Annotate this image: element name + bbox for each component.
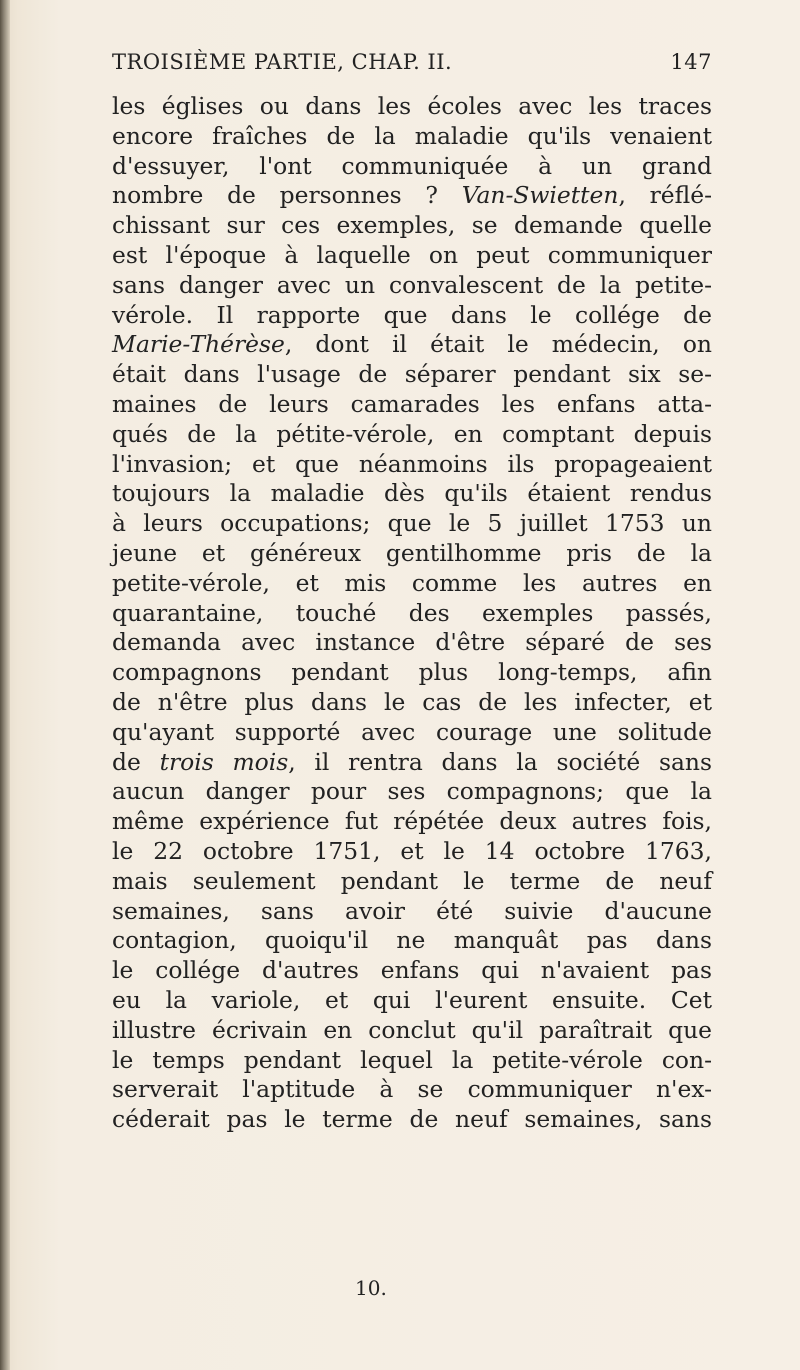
text-line: sans danger avec un convalescent de la petite- xyxy=(112,270,712,299)
text-line xyxy=(112,748,712,778)
text-line: contagion, quoiqu'il ne manquât pas dans xyxy=(112,926,712,955)
italic-name: Van-Swietten xyxy=(461,181,619,210)
text-segment: , dont il était le médecin, on xyxy=(284,330,712,359)
page-number: 147 xyxy=(670,50,712,74)
text-line: d'essuyer, l'ont communiquée à un grand xyxy=(112,151,712,180)
text-segment: , il rentra dans la société sans xyxy=(288,747,712,776)
text-line: mais seulement pendant le terme de neuf xyxy=(112,866,712,895)
text-segment: de xyxy=(112,747,160,776)
text-line: aucun danger pour ses compagnons; que la xyxy=(112,777,712,806)
text-line xyxy=(112,181,712,211)
text-line: céderait pas le terme de neuf semaines, sans xyxy=(112,1105,712,1134)
text-line: les églises ou dans les écoles avec les traces xyxy=(112,92,712,120)
text-line: demanda avec instance d'être séparé de ses xyxy=(112,628,712,657)
running-header xyxy=(112,50,712,84)
text-line: eu la variole, et qui l'eurent ensuite. Cet xyxy=(112,985,712,1014)
italic-name: Marie-Thérèse xyxy=(112,330,285,359)
text-line: petite-vérole, et mis comme les autres en xyxy=(112,568,712,597)
text-line: est l'époque à laquelle on peut communiquer xyxy=(112,240,712,269)
text-line: semaines, sans avoir été suivie d'aucune xyxy=(112,896,712,925)
text-line: qués de la pétite-vérole, en comptant depuis xyxy=(112,419,712,448)
text-line: illustre écrivain en conclut qu'il paraîtrait que xyxy=(112,1015,712,1044)
text-line: vérole. Il rapporte que dans le collége de xyxy=(112,300,712,329)
text-line: était dans l'usage de séparer pendant six se- xyxy=(112,360,712,389)
italic-name: trois mois xyxy=(159,747,289,776)
text-line: le collége d'autres enfans qui n'avaient pas xyxy=(112,956,712,985)
text-line: serverait l'aptitude à se communiquer n'ex- xyxy=(112,1075,712,1104)
text-line: l'invasion; et que néanmoins ils propageaient xyxy=(112,449,712,478)
text-line: chissant sur ces exemples, se demande quelle xyxy=(112,211,712,240)
text-line: à leurs occupations; que le 5 juillet 1753 un xyxy=(112,509,712,538)
text-line: même expérience fut répétée deux autres fois, xyxy=(112,807,712,836)
text-line: quarantaine, touché des exemples passés, xyxy=(112,598,712,627)
text-line: qu'ayant supporté avec courage une solitude xyxy=(112,717,712,746)
page-gutter-shadow xyxy=(0,0,10,1370)
text-line: encore fraîches de la maladie qu'ils venaient xyxy=(112,121,712,150)
text-segment: , réflé- xyxy=(618,181,713,210)
text-line: de n'être plus dans le cas de les infecter, et xyxy=(112,687,712,716)
text-line: compagnons pendant plus long-temps, afin xyxy=(112,658,712,687)
text-line: le temps pendant lequel la petite-vérole con- xyxy=(112,1045,712,1074)
text-segment: nombre de personnes ? xyxy=(112,181,462,210)
text-line: maines de leurs camarades les enfans atta- xyxy=(112,389,712,418)
running-title: TROISIÈME PARTIE, CHAP. II. xyxy=(112,50,453,74)
text-line xyxy=(112,330,712,360)
body-text xyxy=(24,92,714,1135)
signature-mark: 10. xyxy=(355,1276,387,1300)
text-line: le 22 octobre 1751, et le 14 octobre 1763, xyxy=(112,836,712,865)
text-line: toujours la maladie dès qu'ils étaient rendus xyxy=(112,479,712,508)
text-line: jeune et généreux gentilhomme pris de la xyxy=(112,538,712,567)
